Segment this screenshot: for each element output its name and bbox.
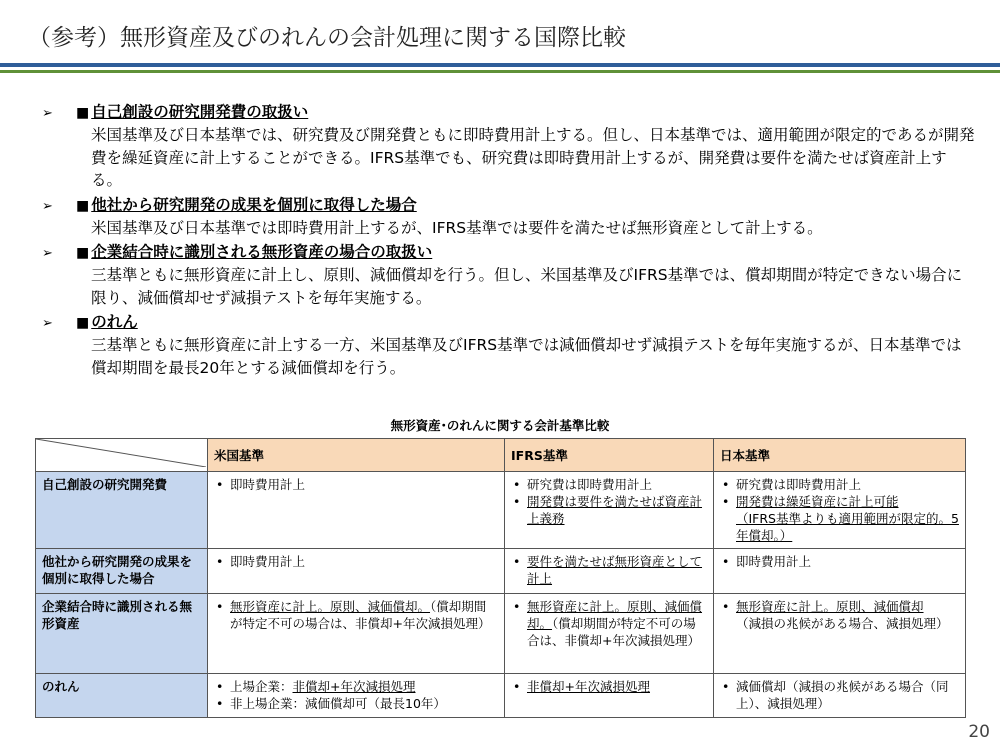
cell-us [208,594,505,674]
arrow-bullet-icon: ➢ [42,198,53,214]
corner-cell [36,439,208,472]
cell-item [736,598,959,632]
row-label: 企業結合時に識別される無形資産 [36,594,208,674]
cell-jp [714,674,966,718]
table-header-row [36,439,966,472]
page-title: （参考）無形資産及びのれんの会計処理に関する国際比較 [28,25,626,51]
cell-item-text: 開発費は繰延資産に計上可能 [736,494,899,509]
cell-item: • 研究費は即時費用計上 [527,476,707,493]
cell-us [208,674,505,718]
table-row [36,594,966,674]
cell-item: • 即時費用計上 [230,476,498,493]
cell-item: • 減価償却（減損の兆候がある場合（同上）、減損処理） [736,678,959,712]
cell-us [208,549,505,594]
cell-item: • 要件を満たせば無形資産として計上 [527,553,707,587]
cell-item [230,678,498,695]
bullet-heading: 企業結合時に識別される無形資産の場合の取扱い [91,243,433,261]
page-number: 20 [968,722,990,742]
header-jp: 日本基準 [714,439,966,472]
diagonal-line-icon [36,439,206,467]
bullet-heading: のれん [91,313,138,331]
cell-item: • 非上場企業：減価償却可（最長10年） [230,695,498,712]
bullet-text: 米国基準及び日本基準では、研究費及び開発費ともに即時費用計上する。但し、日本基準では、適用範囲が限定的であるが開発費を繰延資産に計上することができる。IFRS基準でも、研究費は即時費用計上するが、開発費は要件を満たせば資産計上する。 [91,126,975,189]
cell-item-note: 非償却+年次減損処理 [292,679,416,694]
bullet-item [42,240,972,309]
square-marker-icon: ■ [76,245,90,261]
table-caption: 無形資産･のれんに関する会計基準比較 [390,418,610,433]
cell-ifrs [505,549,714,594]
cell-item-text: 無形資産に計上。原則、減価償却 [736,599,924,614]
square-marker-icon: ■ [76,105,90,121]
bullet-text: 米国基準及び日本基準では即時費用計上するが、IFRS基準では要件を満たせば無形資産として計上する。 [91,218,823,237]
title-rule-blue [0,63,1000,67]
arrow-bullet-icon: ➢ [42,316,53,331]
cell-item [527,598,707,649]
table-row [36,549,966,594]
cell-jp [714,549,966,594]
square-marker-icon: ■ [76,197,90,214]
cell-item-note: （償却期間が特定不可の場合は、非償却+年次減損処理） [527,616,700,648]
cell-ifrs [505,472,714,549]
cell-item-text: 無形資産に計上。原則、減価償却。 [527,599,703,631]
arrow-bullet-icon: ➢ [42,106,53,121]
cell-item: • 即時費用計上 [736,553,959,570]
bullet-item [42,310,972,379]
header-ifrs: IFRS基準 [505,439,714,472]
cell-item: • 非償却+年次減損処理 [527,678,707,695]
bullet-text: 三基準ともに無形資産に計上する一方、米国基準及びIFRS基準では減価償却せず減損テストを毎年実施するが、日本基準では償却期間を最長20年とする減価償却を行う。 [91,336,962,377]
row-label: のれん [36,674,208,718]
bullet-item [42,100,975,192]
bullet-item [42,193,972,240]
cell-jp [714,472,966,549]
header-us: 米国基準 [208,439,505,472]
cell-item-note: （償却期間が特定不可の場合は、非償却+年次減損処理） [230,599,491,631]
cell-jp [714,594,966,674]
title-rule-green [0,70,1000,73]
cell-item-text: 無形資産に計上。原則、減価償却。 [230,599,431,614]
bullet-heading: 他社から研究開発の成果を個別に取得した場合 [91,195,417,214]
cell-item [736,493,959,544]
cell-item-note: （IFRS基準よりも適用範囲が限定的。5年償却。） [736,511,959,543]
cell-item-text: 上場企業： [230,679,293,694]
bullet-heading: 自己創設の研究開発費の取扱い [91,103,309,121]
cell-item-note: （減損の兆候がある場合、減損処理） [736,616,949,631]
cell-ifrs [505,594,714,674]
row-label: 他社から研究開発の成果を個別に取得した場合 [36,549,208,594]
cell-item: • 即時費用計上 [230,553,498,570]
table-row [36,674,966,718]
cell-item [230,598,498,632]
comparison-table [35,438,966,718]
table-row [36,472,966,549]
arrow-bullet-icon: ➢ [42,246,53,261]
bullet-list [42,100,975,380]
bullet-text: 三基準ともに無形資産に計上し、原則、減価償却を行う。但し、米国基準及びIFRS基準では、償却期間が特定できない場合に限り、減価償却せず減損テストを毎年実施する。 [91,266,963,307]
cell-us [208,472,505,549]
square-marker-icon: ■ [76,315,90,331]
row-label: 自己創設の研究開発費 [36,472,208,549]
cell-item: • 研究費は即時費用計上 [736,476,959,493]
cell-item: • 開発費は要件を満たせば資産計上義務 [527,493,707,527]
cell-ifrs [505,674,714,718]
